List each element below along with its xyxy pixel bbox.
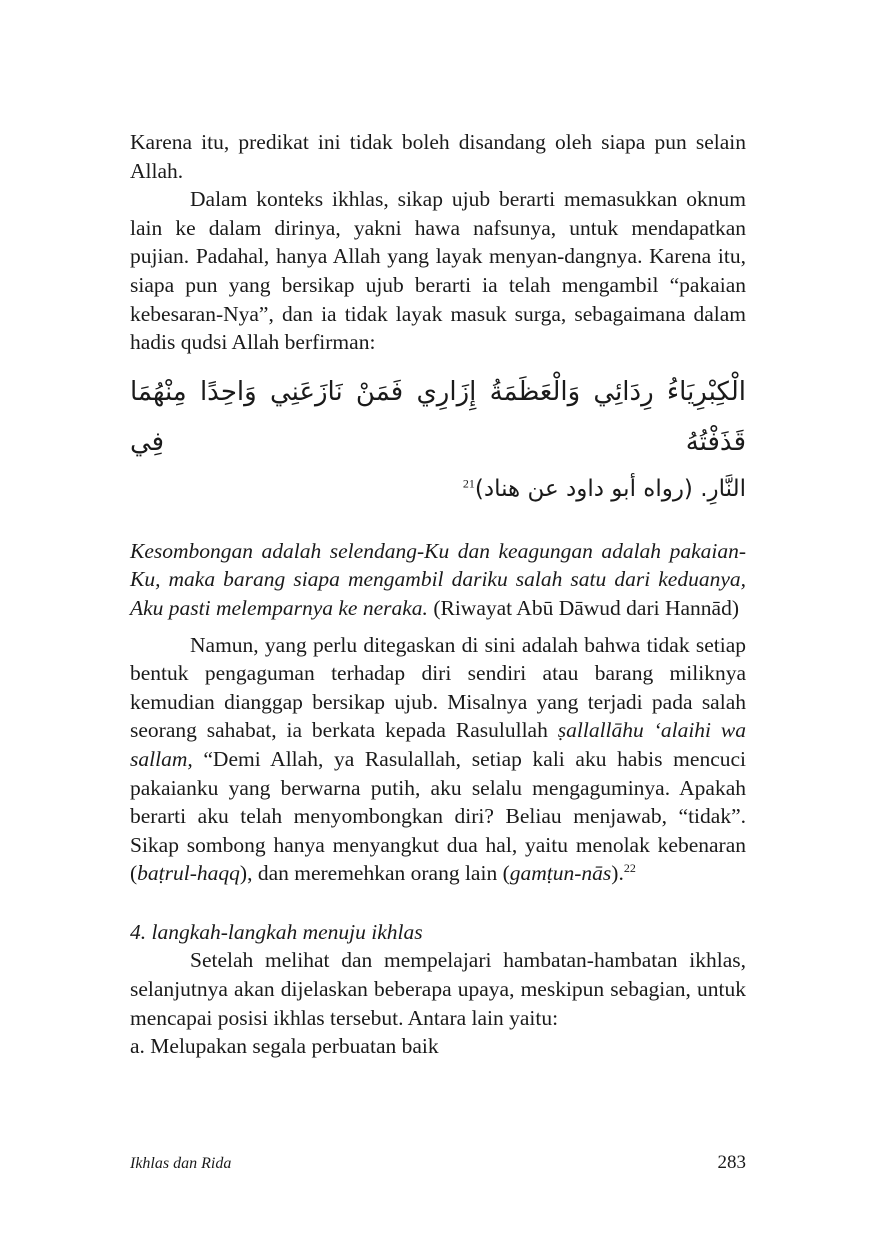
paragraph-3-part-b: “Demi Allah, ya Rasulallah, setiap kali aku habis mencuci pakaianku yang berwarna putih, aku selalu mengaguminya. Apakah berarti aku telah menyombongkan diri? Beliau menjawab, “tidak”. Sikap sombong hanya menyangkut dua hal, yaitu menolak kebenaran ( xyxy=(130,746,747,886)
term-gamtun-nas: gamṭun-nās xyxy=(509,861,612,886)
running-title: Ikhlas dan Rida xyxy=(130,1155,232,1172)
paragraph-1: Karena itu, predikat ini tidak boleh disandang oleh siapa pun selain Allah. xyxy=(130,130,746,183)
list-item-a: a. Melupakan segala perbuatan baik xyxy=(130,1034,439,1059)
paragraph-2: Dalam konteks ikhlas, sikap ujub berarti memasukkan oknum lain ke dalam dirinya, yakni hawa nafsunya, untuk mendapatkan pujian. Padahal, hanya Allah yang layak menyan-dangnya. Karena itu, siapa pun yang bersikap ujub berarti ia telah mengambil “pakaian kebesaran-Nya”, dan ia tidak layak masuk surga, sebagaimana dalam hadis qudsi Allah berfirman: xyxy=(130,187,746,355)
paragraph-3-part-d: ). xyxy=(611,861,624,886)
translation-source: (Riwayat Abū Dāwud dari Hannād) xyxy=(433,595,740,620)
page-footer xyxy=(130,1152,746,1174)
hadith-translation xyxy=(130,537,746,623)
honorific-text: ṣallallāhu ‘alaihi wa sallam, xyxy=(130,718,747,771)
term-batrul-haqq: baṭrul-haqq xyxy=(137,861,240,886)
paragraph-3-part-c: ), dan meremehkan orang lain ( xyxy=(239,861,510,886)
page-number: 283 xyxy=(717,1152,746,1173)
arabic-hadith-line-2 xyxy=(130,467,746,511)
page-body xyxy=(130,128,746,1061)
paragraph-4: Setelah melihat dan mempelajari hambatan-hambatan ikhlas, selanjutnya akan dijelaskan beberapa upaya, meskipun sebagian, untuk mencapai posisi ikhlas tersebut. Antara lain yaitu: xyxy=(130,948,746,1030)
translation-text: Kesombongan adalah selendang-Ku dan keagungan adalah pakaian-Ku, maka barang siapa mengambil dariku salah satu dari keduanya, Aku pasti melemparnya ke neraka. xyxy=(130,538,746,620)
section-heading: 4. langkah-langkah menuju ikhlas xyxy=(130,919,423,944)
paragraph-3-part-a: Namun, yang perlu ditegaskan di sini adalah bahwa tidak setiap bentuk pengaguman terhadap diri sendiri atau barang miliknya kemudian dianggap bersikap ujub. Misalnya yang terjadi pada salah seorang sahabat, ia berkata kepada Rasulullah xyxy=(130,632,746,743)
footnote-ref-21: 21 xyxy=(462,476,475,491)
footnote-ref-22: 22 xyxy=(623,861,636,876)
paragraph-3 xyxy=(130,631,746,888)
arabic-hadith-text: النَّارِ. (رواه أبو داود عن هناد) xyxy=(474,475,746,502)
arabic-hadith-line-1: الْكِبْرِيَاءُ رِدَائِي وَالْعَظَمَةُ إِزَارِي فَمَنْ نَازَعَنِي وَاحِدًا مِنْهُمَا قَذَفْتُهُ فِي xyxy=(130,376,746,457)
